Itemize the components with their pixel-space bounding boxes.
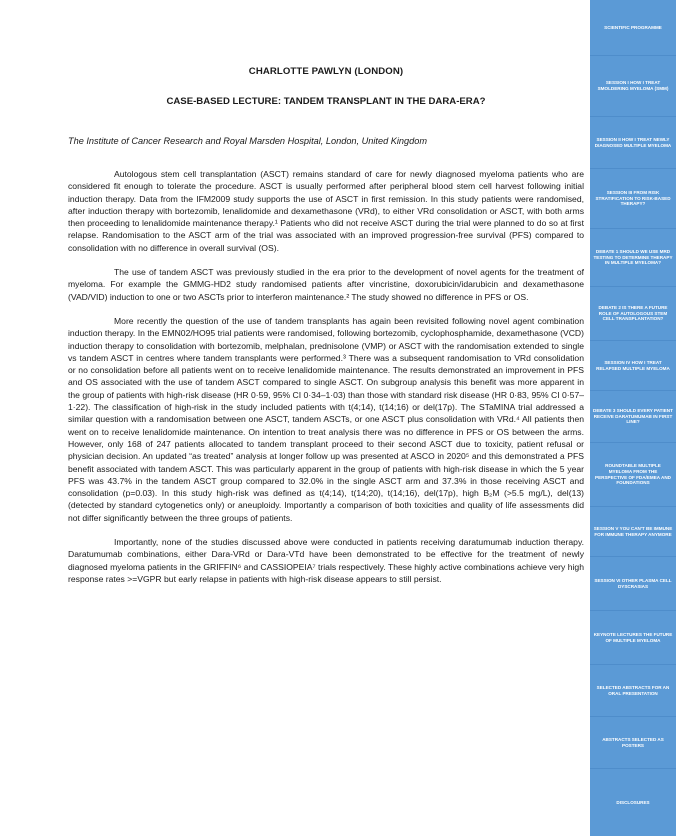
sidebar-item-keynote-lectures[interactable]: KEYNOTE LECTURES THE FUTURE OF MULTIPLE MYELOMA [590, 611, 676, 665]
author-heading: CHARLOTTE PAWLYN (LONDON) [248, 66, 404, 77]
sidebar-item-session-1[interactable]: SESSION I HOW I TREAT SMOLDERING MYELOMA (SMM) [590, 56, 676, 117]
paragraph-3: More recently the question of the use of tandem transplants has again been revisited following novel agent combination induction therapy. In the EMN02/HO95 trial patients were randomised, following bortezomib, cyclophosphamide, dexamethasone (VCD) induction therapy to consolidation with bortezomib, melphalan, prednisolone (VMP) or ASCT with the randomisation extended to single vs tandem ASCT in centres where tandem transplants were performed.³ There was a subsequent randomisation to VRd consolidation or no consolidation before all patients went on to receive lenalidomide maintenance. The results demonstrated an improvement in PFS and OS associated with the use of tandem ASCT compared to single ASCT. On subgroup analysis this benefit was more apparent in the group of patients with high-risk disease (HR 0·59, 95% CI 0·34–1·03) than those with standard risk disease (HR 0·83, 95% CI 0·57–1·22). The classification of high-risk in the study included patients with t(4;14), t(14;16) or del(17p). The STaMINA trial addressed a similar question with a randomisation between one ASCT, tandem ASCTs, or one ASCT plus consolidation with VRd.⁴ All patients then went on to receive lenalidomide maintenance. On intention to treat analysis there was no difference in PFS or OS between the arms. However, only 168 of 247 patients allocated to tandem transplant proceed to their second ASCT due to toxicity, patient refusal or physician decision. An updated “as treated” analysis at longer follow up was presented at ASCO in 2020⁵ and this demonstrated a PFS benefit associated with tandem ASCT. This was particularly apparent in the group of patients with high-risk disease in which the 5 year PFS was 43.7% in the tandem ASCT group compared to 32.0% in the single ASCT arm and 37.3% in those receiving ASCT and consolidation (p=0.03). In this study high-risk was defined as t(4;14), t(14;20), t(14;16), del(17p), high B₂M (>5.5 mg/L), del(13) (detected by standard cytogenetics only) or aneuploidy. Importantly a comparison of both toxicities and quality of life assessments did not differ significantly between the three groups of patients. [68, 315, 584, 523]
sidebar-item-session-4[interactable]: SESSION IV HOW I TREAT RELAPSED MULTIPLE MYELOMA [590, 341, 676, 391]
sidebar-item-session-5[interactable]: SESSION V YOU CAN'T BE IMMUNE FOR IMMUNE THERAPY ANYMORE [590, 507, 676, 557]
sidebar-item-roundtable[interactable]: ROUNDTABLE MULTIPLE MYELOMA FROM THE PERSPECTIVE OF FDA/EMEA AND FOUNDATIONS [590, 443, 676, 507]
sidebar-item-scientific-programme[interactable]: SCIENTIFIC PROGRAMME [590, 0, 676, 56]
sidebar-item-session-3[interactable]: SESSION III FROM RISK STRATIFICATION TO RISK-BASED THERAPY? [590, 169, 676, 229]
main-content [68, 66, 584, 836]
paragraph-4: Importantly, none of the studies discussed above were conducted in patients receiving daratumumab induction therapy. Daratumumab combinations, either Dara-VRd or Dara-VTd have been demonstrated to be effective for the treatment of newly diagnosed myeloma patients in the GRIFFIN⁶ and CASSIOPEIA⁷ trials respectively. These highly active combinations achieve very high response rates >=VGPR but early relapse in patients with high-risk disease appears to still persist. [68, 537, 584, 584]
paragraph-1: Autologous stem cell transplantation (ASCT) remains standard of care for newly diagnosed myeloma patients who are considered fit enough to tolerate the procedure. ASCT is usually performed after peripheral blood stem cell harvest following initial induction therapy. Data from the IFM2009 study supports the use of ASCT in first remission. In this study patients were randomised, after induction therapy with bortezomib, lenalidomide and dexamethasone (VRd), to either VRd consolidation or ASCT, with both arms then proceeding to lenalidomide maintenance therapy.¹ Patients who did not receive ASCT during the trial were planned to do so at first relapse. Randomisation to the ASCT arm of the trial was associated with an improved progression-free survival (PFS) compared to consolidation with no difference in overall survival (OS). [68, 169, 584, 253]
sidebar-item-debate-2[interactable]: DEBATE 2 IS THERE A FUTURE ROLE OF AUTOLOGOUS STEM CELL TRANSPLANTATION? [590, 287, 676, 341]
affiliation: The Institute of Cancer Research and Royal Marsden Hospital, London, United Kingdom [68, 136, 428, 146]
lecture-title: CASE-BASED LECTURE: TANDEM TRANSPLANT IN THE DARA-ERA? [166, 96, 486, 107]
sidebar-item-disclosures[interactable]: DISCLOSURES [616, 799, 650, 805]
sidebar-item-abstracts-posters[interactable]: ABSTRACTS SELECTED AS POSTERS [590, 717, 676, 769]
sidebar-item-session-6[interactable]: SESSION VI OTHER PLASMA CELL DYSCRASIAS [590, 557, 676, 611]
sidebar-nav [590, 0, 676, 836]
sidebar-item-session-2[interactable]: SESSION II HOW I TREAT NEWLY DIAGNOSED MULTIPLE MYELOMA [590, 117, 676, 169]
sidebar-item-selected-abstracts[interactable]: SELECTED ABSTRACTS FOR AN ORAL PRESENTATION [590, 665, 676, 717]
sidebar-item-debate-3[interactable]: DEBATE 3 SHOULD EVERY PATIENT RECEIVE DARATUMUMAB IN FIRST LINE? [590, 391, 676, 443]
sidebar-item-debate-1[interactable]: DEBATE 1 SHOULD WE USE MRD TESTING TO DETERMINE THERAPY IN MULTIPLE MYELOMA? [590, 229, 676, 287]
paragraph-2: The use of tandem ASCT was previously studied in the era prior to the development of novel agents for the treatment of myeloma. For example the GMMG-HD2 study randomised patients after vincristine, doxorubicin/idarubicin and dexamethasone (VAD/VID) induction to one or two ASCTs prior to interferon maintenance.² The study showed no difference in PFS or OS. [68, 267, 584, 302]
